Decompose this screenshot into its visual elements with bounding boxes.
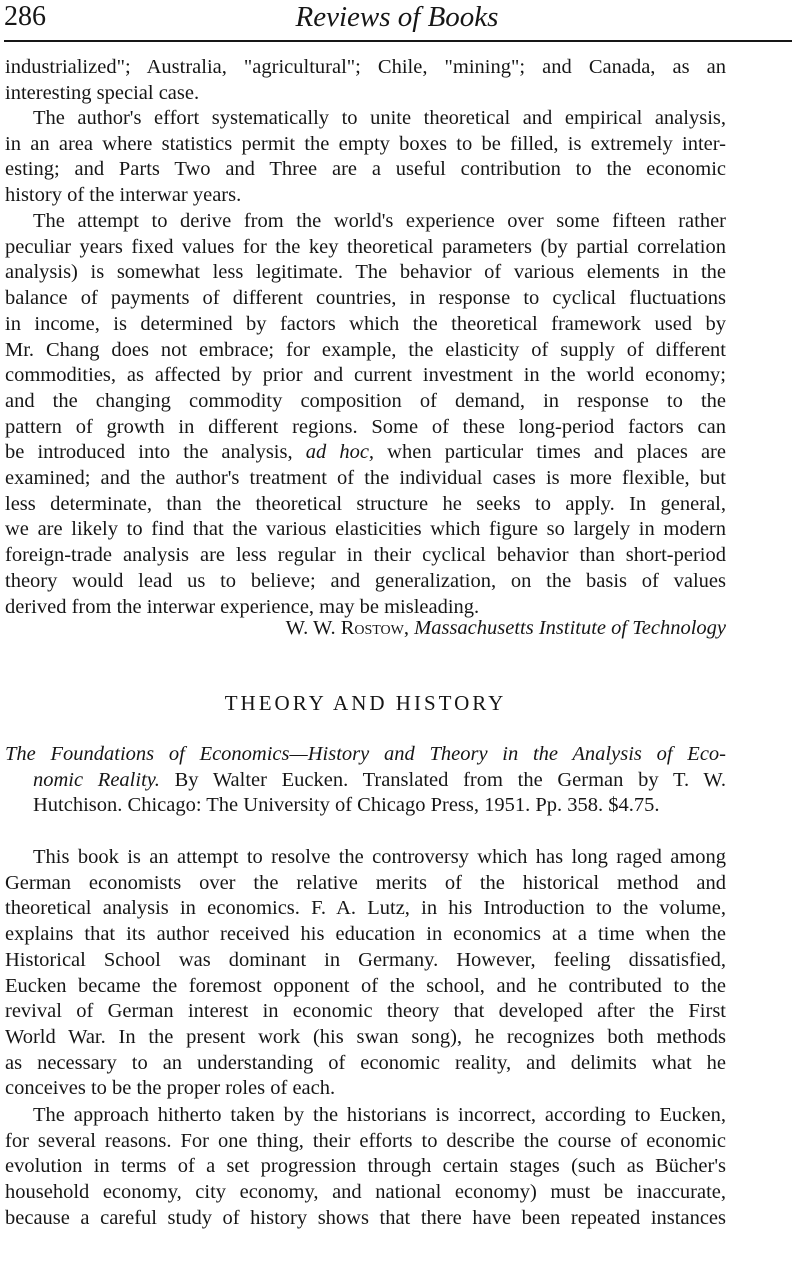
text-line: German economists over the relative merits of the historical method and — [5, 871, 726, 894]
citation-line: The Foundations of Economics—History and Theory in the Analysis of Eco- — [5, 743, 726, 765]
review-paragraph-1 — [5, 845, 726, 1102]
text-line: and the changing commodity composition of demand, in response to the — [5, 389, 726, 412]
reviewer-name: W. W. Rostow, — [285, 617, 410, 639]
paragraph-attempt — [5, 209, 726, 620]
paragraph-author-effort — [5, 106, 726, 209]
text-run: when particular times and places are — [374, 441, 726, 464]
running-title: Reviews of Books — [295, 1, 499, 33]
text-line: peculiar years fixed values for the key theoretical parameters (by partial correlation — [5, 235, 726, 258]
text-line: World War. In the present work (his swan song), he recognizes both methods — [5, 1025, 726, 1048]
page-number: 286 — [4, 1, 46, 32]
text-line: This book is an attempt to resolve the controversy which has long raged among — [33, 846, 726, 868]
text-line: evolution in terms of a set progression through certain stages (such as Bücher's — [5, 1155, 726, 1178]
text-line: foreign-trade analysis are less regular in their cyclical behavior than short-period — [5, 544, 726, 567]
citation-line — [5, 768, 726, 794]
citation-title-end: nomic Reality. — [33, 768, 160, 791]
text-line: history of the interwar years. — [5, 184, 242, 207]
emphasis-ad-hoc: ad hoc, — [305, 441, 375, 464]
text-line: esting; and Parts Two and Three are a useful contribution to the economic — [5, 158, 726, 181]
text-line: The attempt to derive from the world's experience over some fifteen rather — [33, 210, 726, 232]
text-line: explains that its author received his education in economics at a time when the — [5, 923, 726, 946]
text-line — [5, 440, 726, 466]
text-line: for several reasons. For one thing, their efforts to describe the course of economic — [5, 1129, 726, 1152]
text-line: The author's effort systematically to unite theoretical and empirical analysis, — [33, 107, 726, 129]
text-line: Mr. Chang does not embrace; for example, the elasticity of supply of different — [5, 338, 726, 361]
text-line: revival of German interest in economic theory that developed after the First — [5, 1000, 726, 1023]
text-line: as necessary to an understanding of economic reality, and delimits what he — [5, 1051, 726, 1074]
text-line: derived from the interwar experience, may be misleading. — [5, 595, 480, 618]
text-run: be introduced into the analysis, — [5, 441, 306, 464]
text-line: theory would lead us to believe; and generalization, on the basis of values — [5, 569, 726, 592]
review-paragraph-2 — [5, 1103, 726, 1232]
header-rule — [4, 40, 792, 42]
continuation-paragraph — [5, 55, 726, 106]
text-line: examined; and the author's treatment of the individual cases is more flexible, but — [5, 467, 726, 490]
citation-line: Hutchison. Chicago: The University of Chicago Press, 1951. Pp. 358. $4.75. — [33, 794, 660, 816]
text-line: less determinate, than the theoretical structure he seeks to apply. In general, — [5, 492, 726, 515]
text-line: industrialized"; Australia, "agricultural"; Chile, "mining"; and Canada, as an — [5, 56, 726, 78]
text-line: commodities, as affected by prior and current investment in the world economy; — [5, 364, 726, 387]
section-heading: THEORY AND HISTORY — [224, 691, 507, 715]
reviewer-institution: Massachusetts Institute of Technology — [414, 617, 726, 639]
text-line: analysis) is somewhat less legitimate. The behavior of various elements in the — [5, 261, 726, 284]
text-line: because a careful study of history shows that there have been repeated instances — [5, 1206, 726, 1229]
reviewer-signature — [5, 616, 726, 642]
text-line: pattern of growth in different regions. Some of these long-period factors can — [5, 415, 726, 438]
text-line: interesting special case. — [5, 81, 200, 104]
text-line: theoretical analysis in economics. F. A. Lutz, in his Introduction to the volume, — [5, 897, 726, 920]
text-line: balance of payments of different countries, in response to cyclical fluctuations — [5, 287, 726, 310]
page-header — [4, 0, 790, 40]
text-line: we are likely to find that the various elasticities which figure so largely in modern — [5, 518, 726, 541]
text-line: The approach hitherto taken by the historians is incorrect, according to Eucken, — [33, 1104, 726, 1126]
text-line: in income, is determined by factors which the theoretical framework used by — [5, 312, 726, 335]
text-line: conceives to be the proper roles of each. — [5, 1077, 336, 1100]
text-line: in an area where statistics permit the empty boxes to be filled, is extremely inter- — [5, 132, 726, 155]
text-line: household economy, city economy, and national economy) must be inaccurate, — [5, 1181, 726, 1204]
book-citation — [5, 742, 726, 819]
text-line: Eucken became the foremost opponent of the school, and he contributed to the — [5, 974, 726, 997]
text-line: Historical School was dominant in Germany. However, feeling dissatisfied, — [5, 948, 726, 971]
citation-details: By Walter Eucken. Translated from the German by T. W. — [159, 768, 726, 791]
